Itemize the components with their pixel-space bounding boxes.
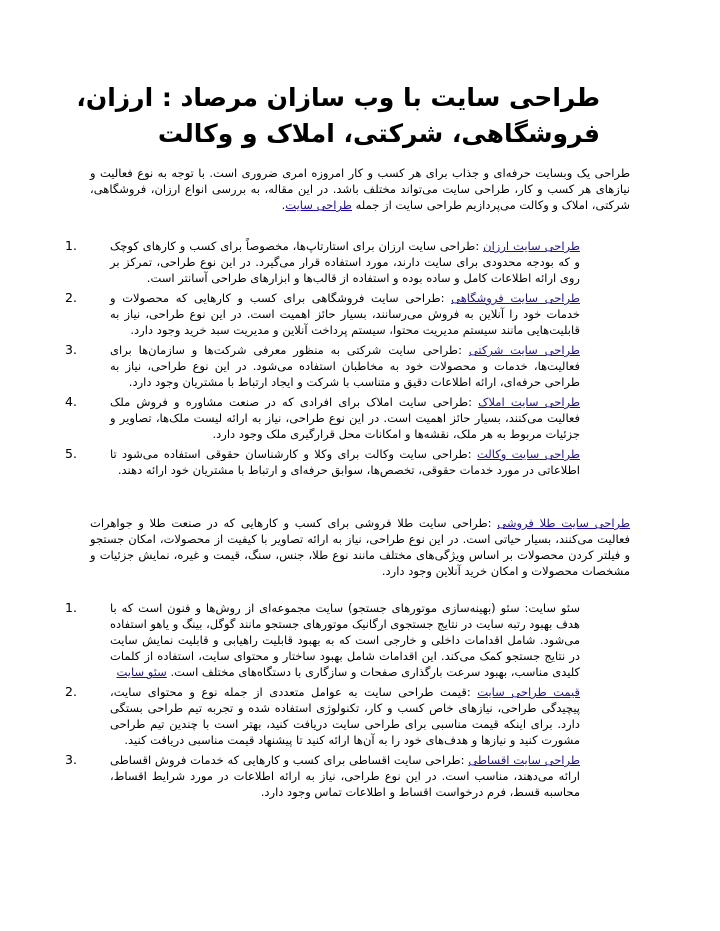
seo-pricing-list [65, 600, 580, 804]
list-number: 4. [65, 394, 77, 409]
intro-end: . [281, 198, 286, 212]
list-item-text: :طراحی سایت ارزان برای استارتاپ‌ها، مخصوصاً برای کسب و کارهای کوچک و که بودجه محدودی برای سایت دارند، مورد استفاده قرار می‌گیرد. در این نوع طراحی، تمرکز بر روی ارائه اطلاعات کامل و ساده بوده و استفاده از قالب‌ها و ابزارهای طراحی آسانتر است. [110, 239, 580, 285]
list-number: 1. [65, 238, 77, 253]
list-number: 1. [65, 600, 77, 615]
list-item-text: :طراحی سایت شرکتی به منظور معرفی شرکت‌ها و سازمان‌ها برای فعالیت‌ها، خدمات و محصولات خود به مخاطبان استفاده می‌شود. در این نوع طراحی، نیاز به طراحی حرفه‌ای، ارائه اطلاعات دقیق و متناسب با شرکت و ایجاد ارتباط با مشتریان وجود دارد. [110, 343, 580, 389]
page-title: طراحی سایت با وب سازان مرصاد : ارزان، فروشگاهی، شرکتی، املاک و وکالت [76, 83, 600, 148]
gold-text: :طراحی سایت طلا فروشی برای کسب و کارهایی که در صنعت طلا و جواهرات فعالیت می‌کنند، بسیار حیاتی است. در این نوع طراحی، نیاز به ارائه تصاویر با کیفیت از محصولات، امکان جستجو و فیلتر کردن محصولات بر اساس ویژگی‌های مختلف مانند نوع طلا، جنس، سنگ، قیمت و غیره، نمایش جزئیات و مشخصات محصولات و امکان خرید آنلاین وجود دارد. [90, 516, 630, 578]
list-item-text: :طراحی سایت املاک برای افرادی که در صنعت مشاوره و فروش ملک فعالیت می‌کنند، بسیار حائز اهمیت است. در این نوع طراحی، نیاز به ارائه لیست ملک‌ها، تصاویر و جزئیات مربوط به هر ملک، نقشه‌ها و امکانات محل قرارگیری ملک وجود دارد. [110, 395, 580, 441]
list-item [65, 394, 581, 442]
list-number: 2. [65, 684, 77, 699]
list-item [65, 752, 580, 800]
list-item [65, 238, 581, 286]
intro-link[interactable]: طراحی سایت [285, 198, 352, 212]
gold-paragraph [90, 515, 630, 579]
list-number: 3. [65, 752, 77, 767]
list-item-link[interactable]: قیمت طراحی سایت [477, 685, 580, 699]
list-item [65, 446, 580, 478]
list-item-text: :طراحی سایت فروشگاهی برای کسب و کارهایی که محصولات و خدمات خود را آنلاین به فروش می‌رسانند، بسیار حائز اهمیت است. در این نوع طراحی، نیاز به قابلیت‌هایی مانند سیستم مدیریت محتوا، سیستم پرداخت آنلاین و مدیریت سبد خرید وجود دارد. [110, 291, 580, 337]
intro-text: طراحی یک وبسایت حرفه‌ای و جذاب برای هر کسب و کار امروزه امری ضروری است. با توجه به نوع فعالیت و نیازهای هر کسب و کار، طراحی سایت می‌تواند مختلف باشد. در این مقاله، به بررسی انواع ارزان، فروشگاهی، شرکتی، املاک و وکالت می‌پردازیم طراحی سایت از جمله [90, 166, 630, 212]
site-types-list [65, 238, 581, 482]
list-item [65, 290, 580, 338]
list-item-link[interactable]: طراحی سایت املاک [478, 395, 581, 409]
list-item-link[interactable]: طراحی سایت فروشگاهی [451, 291, 580, 305]
list-number: 2. [65, 290, 77, 305]
list-item-link[interactable]: سئو سایت [116, 665, 167, 679]
gold-link[interactable]: طراحی سایت طلا فروشی [497, 516, 631, 530]
list-item-text: :قیمت طراحی سایت به عوامل متعددی از جمله نوع و محتوای سایت، پیچیدگی طراحی، نیازهای خاص کسب و کار، تکنولوژی استفاده شده و تجربه تیم طراحی بستگی دارد. برای اینکه قیمت مناسبی برای طراحی سایت دریافت کنید، بهتر است با چندین تیم طراحی مشورت کنید و نیازها و هدف‌های خود را به آن‌ها ارائه کنید تا پیشنهاد قیمت مناسبی دریافت کنید. [110, 685, 580, 747]
list-item [65, 684, 580, 748]
list-item-link[interactable]: طراحی سایت اقساطی [468, 753, 580, 767]
list-number: 5. [65, 446, 77, 461]
list-item-text: سئو سایت: سئو (بهینه‌سازی موتورهای جستجو) سایت مجموعه‌ای از روش‌ها و فنون است که با هدف بهبود رتبه سایت در نتایج جستجوی ارگانیک موتورهای جستجو مانند گوگل، بینگ و یاهو استفاده می‌شود. شامل اقدامات داخلی و خارجی است که به بهبود قابلیت راهیابی و قابلیت نمایش سایت در نتایج جستجو کمک می‌کند. این اقدامات شامل بهبود ساختار و محتوای سایت، استفاده از کلمات کلیدی مناسب، بهبود سرعت بارگذاری صفحات و سازگاری با دستگاه‌های مختلف است. [110, 601, 580, 679]
list-item-link[interactable]: طراحی سایت وکالت [476, 447, 580, 461]
list-item [65, 342, 581, 390]
list-item-text: :طراحی سایت اقساطی برای کسب و کارهایی که خدمات فروش اقساطی ارائه می‌دهند، مناسب است. در این نوع طراحی، نیاز به ارائه اطلاعات در مورد شرایط اقساط، محاسبه قسط، فرم درخواست اقساط و اطلاعات تماس وجود دارد. [110, 753, 580, 799]
list-item-link[interactable]: طراحی سایت ارزان [483, 239, 581, 253]
list-item-link[interactable]: طراحی سایت شرکتی [468, 343, 581, 357]
intro-paragraph [90, 165, 630, 213]
list-number: 3. [65, 342, 77, 357]
list-item [65, 600, 580, 680]
list-item-text: :طراحی سایت وکالت برای وکلا و کارشناسان حقوقی استفاده می‌شود تا اطلاعاتی در مورد خدمات حقوقی، تخصص‌ها، سوابق حرفه‌ای و ارتباط با مشتریان خود ارائه دهند. [110, 447, 580, 477]
